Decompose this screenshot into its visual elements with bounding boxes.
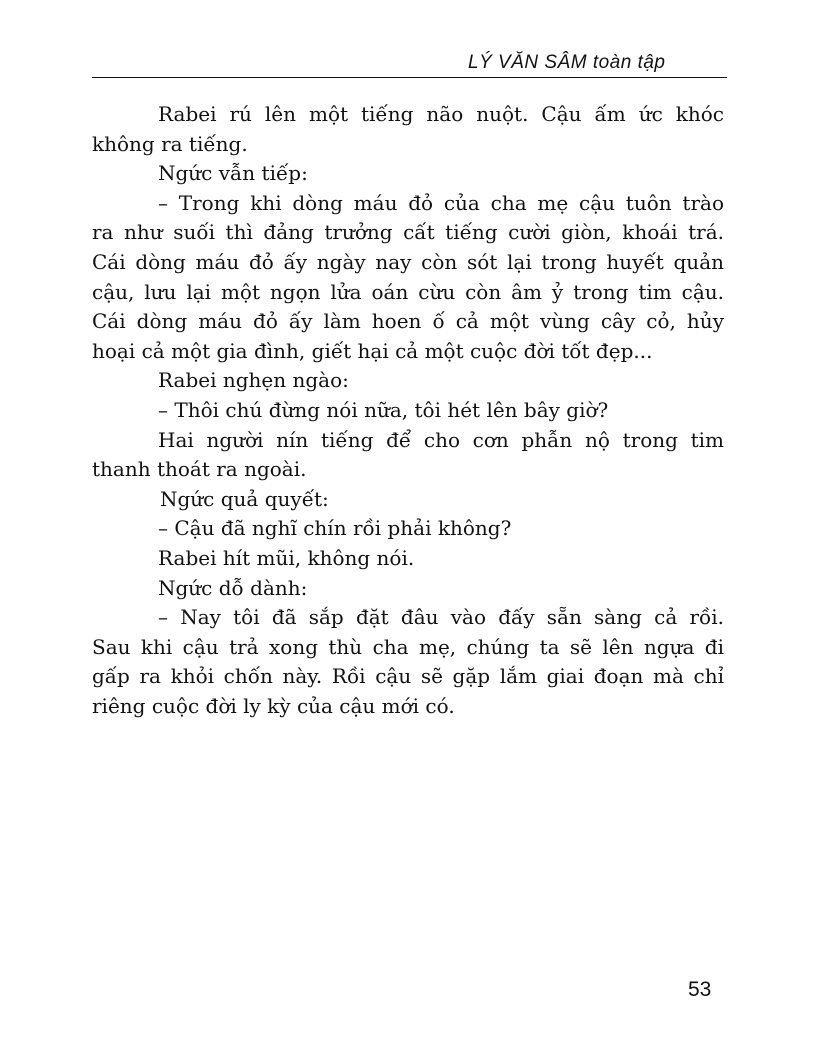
body-text: [92, 100, 724, 721]
text-line: Cái dòng máu đỏ ấy ngày nay còn sót lại trong huyết quản: [92, 249, 724, 274]
text-line: Rabei hít mũi, không nói.: [158, 545, 415, 570]
text-line: cậu, lưu lại một ngọn lửa oán cừu còn âm ỷ trong tim cậu.: [92, 279, 724, 304]
text-line: Ngức quả quyết:: [160, 486, 329, 511]
running-header-title: LÝ VĂN SÂM toàn tập: [468, 52, 666, 73]
text-line: – Thôi chú đừng nói nữa, tôi hét lên bây giờ?: [158, 397, 609, 422]
text-line: hoại cả một gia đình, giết hại cả một cuộc đời tốt đẹp...: [92, 338, 653, 363]
header-rule: [92, 77, 727, 78]
text-line: Ngức vẫn tiếp:: [158, 161, 308, 186]
text-line: Hai người nín tiếng để cho cơn phẫn nộ trong tim: [158, 427, 724, 452]
text-line: Ngức dỗ dành:: [158, 575, 308, 600]
text-line: – Nay tôi đã sắp đặt đâu vào đấy sẵn sàng cả rồi.: [158, 605, 724, 630]
text-line: – Cậu đã nghĩ chín rồi phải không?: [158, 516, 512, 541]
text-line: – Trong khi dòng máu đỏ của cha mẹ cậu tuôn trào: [158, 190, 724, 215]
text-line: gấp ra khỏi chốn này. Rồi cậu sẽ gặp lắm giai đoạn mà chỉ: [92, 664, 724, 689]
text-line: Sau khi cậu trả xong thù cha mẹ, chúng ta sẽ lên ngựa đi: [92, 634, 724, 659]
text-line: thanh thoát ra ngoài.: [92, 457, 307, 482]
text-line: Rabei nghẹn ngào:: [158, 368, 349, 393]
text-line: ra như suối thì đảng trưởng cất tiếng cười giòn, khoái trá.: [92, 220, 724, 245]
text-line: không ra tiếng.: [92, 131, 248, 156]
text-line: riêng cuộc đời ly kỳ của cậu mới có.: [92, 693, 455, 718]
page-number: 53: [688, 978, 712, 1001]
text-line: Rabei rú lên một tiếng não nuột. Cậu ấm ức khóc: [158, 102, 724, 126]
text-line: Cái dòng máu đỏ ấy làm hoen ố cả một vùng cây cỏ, hủy: [92, 309, 724, 334]
